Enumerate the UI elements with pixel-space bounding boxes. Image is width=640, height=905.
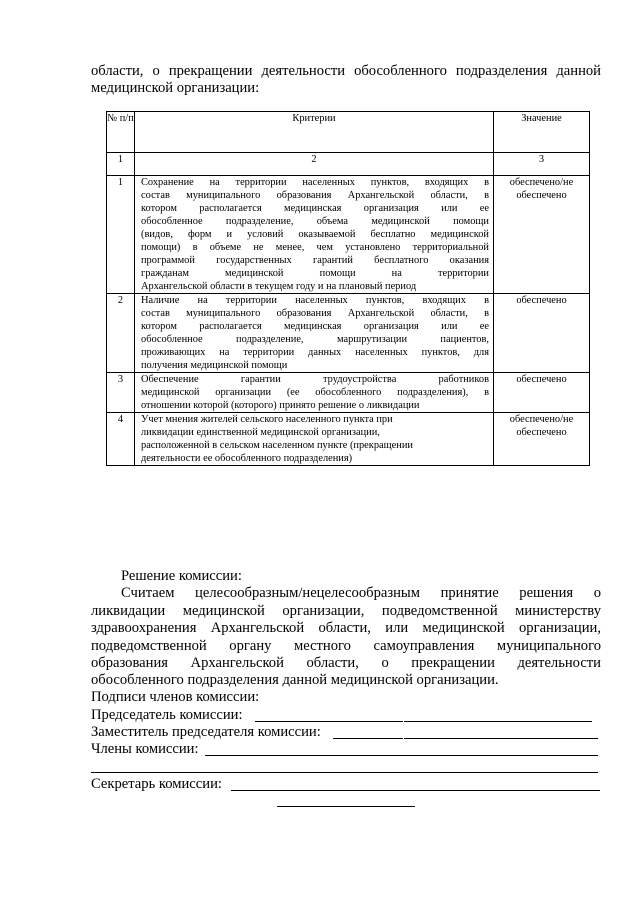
row-value-text: обеспечено bbox=[516, 374, 567, 385]
row-value-text: обеспечено/не обеспечено bbox=[509, 414, 574, 438]
table-row bbox=[107, 176, 590, 294]
decision-line: образования Архангельской области, о прекращении деятельности bbox=[91, 655, 601, 672]
row-criteria bbox=[135, 176, 494, 294]
column-number: 2 bbox=[135, 153, 494, 176]
criteria-line: котором располагается медицинская организация или ее bbox=[141, 203, 489, 214]
row-num: 3 bbox=[107, 373, 135, 413]
criteria-line: получения медицинской помощи bbox=[141, 360, 288, 371]
column-number: 3 bbox=[494, 153, 590, 176]
criteria-line: деятельности ее обособленного подразделения) bbox=[141, 453, 353, 464]
secretary-label: Секретарь комиссии: bbox=[91, 776, 222, 792]
criteria-line: Обеспечение гарантии трудоустройства работников bbox=[141, 374, 489, 385]
criteria-line: отношении которой (которого) принято решение о ликвидации bbox=[141, 400, 420, 411]
table-row bbox=[107, 294, 590, 373]
header-num: № п/п bbox=[107, 112, 135, 153]
row-value bbox=[494, 373, 590, 413]
row-criteria bbox=[135, 373, 494, 413]
chairman-signature-line bbox=[255, 721, 403, 722]
deputy-label: Заместитель председателя комиссии: bbox=[91, 724, 321, 740]
row-value bbox=[494, 294, 590, 373]
criteria-line: программой государственных гарантий бесплатного оказания bbox=[141, 255, 489, 266]
intro-line-2: медицинской организации: bbox=[91, 80, 260, 96]
row-num: 4 bbox=[107, 413, 135, 466]
secretary-line bbox=[231, 790, 600, 791]
table-row bbox=[107, 413, 590, 466]
criteria-line: обособленное подразделение, маршрутизации пациентов, bbox=[141, 334, 489, 345]
criteria-line: Учет мнения жителей сельского населенного пункта при bbox=[141, 414, 393, 425]
criteria-line: Сохранение на территории населенных пунктов, входящих в bbox=[141, 177, 489, 188]
criteria-line: обособленное подразделение, объема медицинской помощи bbox=[141, 216, 489, 227]
intro-line-1: области, о прекращении деятельности обособленного подразделения данной bbox=[91, 63, 601, 79]
criteria-line: состав муниципального образования Архангельской области, в bbox=[141, 190, 489, 201]
row-value bbox=[494, 413, 590, 466]
criteria-line: Наличие на территории населенных пунктов, входящих в bbox=[141, 295, 489, 306]
chairman-label: Председатель комиссии: bbox=[91, 707, 243, 723]
row-value bbox=[494, 176, 590, 294]
row-value-text: обеспечено/не обеспечено bbox=[509, 177, 574, 201]
criteria-line: котором располагается медицинская организация или ее bbox=[141, 321, 489, 332]
members-label: Члены комиссии: bbox=[91, 741, 199, 757]
row-num: 2 bbox=[107, 294, 135, 373]
decision-heading: Решение комиссии: bbox=[121, 568, 242, 584]
decision-line: здравоохранения Архангельской области, или медицинской организации, bbox=[91, 620, 601, 637]
criteria-line: расположенной в сельском населенном пункте (прекращении bbox=[141, 440, 413, 451]
intro-paragraph bbox=[91, 63, 601, 97]
decision-line: Считаем целесообразным/нецелесообразным принятие решения о bbox=[121, 585, 601, 602]
deputy-name-line bbox=[404, 738, 598, 739]
row-value-text: обеспечено bbox=[516, 295, 567, 306]
criteria-table bbox=[106, 111, 590, 466]
criteria-line: помощи) в объеме не менее, чем установлено территориальной bbox=[141, 242, 489, 253]
decision-line: подведомственной органу местного самоуправления муниципального bbox=[91, 637, 601, 654]
decision-line: обособленного подразделения данной медицинской организации. bbox=[91, 672, 499, 689]
column-number: 1 bbox=[107, 153, 135, 176]
header-criteria: Критерии bbox=[135, 112, 494, 153]
row-criteria bbox=[135, 294, 494, 373]
row-num: 1 bbox=[107, 176, 135, 294]
end-separator-line bbox=[277, 806, 415, 807]
column-numbers-row bbox=[107, 153, 590, 176]
criteria-line: состав муниципального образования Архангельской области, в bbox=[141, 308, 489, 319]
row-criteria bbox=[135, 413, 494, 466]
decision-section bbox=[91, 568, 601, 690]
members-line bbox=[205, 755, 598, 756]
header-value: Значение bbox=[494, 112, 590, 153]
criteria-line: Архангельской области в текущем году и на плановый период bbox=[141, 281, 417, 292]
table-header-row bbox=[107, 112, 590, 153]
deputy-signature-line bbox=[333, 738, 403, 739]
criteria-line: медицинской организации (ее обособленного подразделения), в bbox=[141, 387, 489, 398]
criteria-line: ликвидации единственной медицинской организации, bbox=[141, 427, 380, 438]
signatures-heading: Подписи членов комиссии: bbox=[91, 689, 260, 705]
chairman-name-line bbox=[404, 721, 592, 722]
members-line-2 bbox=[91, 772, 598, 773]
decision-line: ликвидации медицинской организации, подведомственной министерству bbox=[91, 602, 601, 619]
table-row bbox=[107, 373, 590, 413]
criteria-line: гражданам медицинской помощи на территории bbox=[141, 268, 489, 279]
criteria-line: проживающих на территории данных населенных пунктов, для bbox=[141, 347, 489, 358]
criteria-line: (видов, форм и условий оказываемой бесплатно медицинской bbox=[141, 229, 489, 240]
